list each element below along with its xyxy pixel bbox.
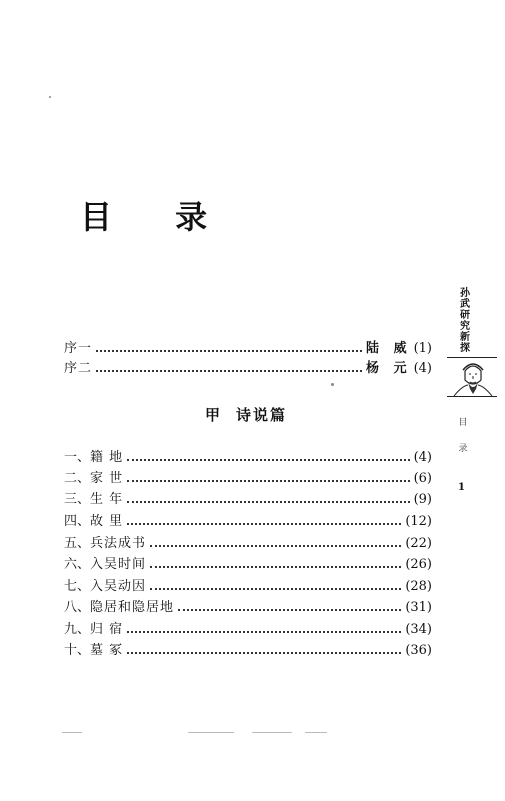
page-title: 目 录 [80, 198, 234, 236]
dot-leader [127, 523, 401, 525]
dot-leader [127, 631, 401, 633]
toc-entry-number: 十、 [64, 643, 91, 658]
toc-page-number: (4) [413, 361, 432, 376]
toc-entry-number: 九、 [64, 622, 91, 637]
toc-entry-row [64, 513, 432, 530]
running-head-label: 目录 [458, 418, 468, 454]
toc-entry-row [64, 556, 432, 573]
toc-label: 兵法成书 [90, 536, 147, 551]
dot-leader [178, 609, 401, 611]
toc-entry-row [64, 642, 432, 659]
toc-entry-row [64, 535, 432, 552]
toc-entry-row [64, 449, 432, 466]
toc-label: 籍 地 [90, 450, 124, 465]
margin-divider [447, 396, 497, 397]
toc-entry-row [64, 599, 432, 616]
dot-leader [150, 588, 401, 590]
book-title-vertical: 孙武研究新探 [460, 288, 470, 354]
scan-speck [331, 383, 334, 386]
toc-label: 序一 [64, 341, 93, 356]
toc-entry-row [64, 578, 432, 595]
section-heading [205, 404, 287, 425]
toc-entry-number: 一、 [64, 450, 91, 465]
toc-page-number: (4) [413, 450, 432, 465]
section-marker: 甲 [205, 406, 223, 424]
toc-page-number: (31) [405, 600, 432, 615]
toc-page-number: (36) [405, 643, 432, 658]
dot-leader [127, 459, 409, 461]
section-name: 诗说篇 [236, 406, 288, 424]
dot-leader [96, 350, 362, 352]
toc-preface-row [64, 340, 432, 357]
toc-entry-row [64, 491, 432, 508]
toc-entry-number: 二、 [64, 471, 91, 486]
toc-page-number: (12) [405, 514, 432, 529]
toc-page-number: (1) [413, 341, 432, 356]
toc-entry-number: 五、 [64, 536, 91, 551]
dot-leader [150, 545, 401, 547]
toc-label: 归 宿 [90, 622, 124, 637]
toc-entry-row [64, 470, 432, 487]
toc-author: 陆 威 [366, 341, 412, 356]
toc-entry-row [64, 621, 432, 638]
toc-entry-number: 六、 [64, 557, 91, 572]
scan-noise [188, 732, 234, 733]
toc-page-number: (22) [405, 536, 432, 551]
toc-label: 生 年 [90, 492, 124, 507]
toc-page-number: (6) [413, 471, 432, 486]
toc-label: 墓 冢 [90, 643, 124, 658]
dot-leader [150, 566, 401, 568]
toc-entry-number: 七、 [64, 579, 91, 594]
toc-label: 故 里 [90, 514, 124, 529]
dot-leader [127, 652, 401, 654]
toc-entry-number: 八、 [64, 600, 91, 615]
dot-leader [127, 501, 409, 503]
page-number: 1 [458, 482, 465, 493]
dot-leader [127, 480, 409, 482]
toc-label: 隐居和隐居地 [90, 600, 175, 615]
toc-page-number: (34) [405, 622, 432, 637]
toc-label: 入吴动因 [90, 579, 147, 594]
toc-label: 入吴时间 [90, 557, 147, 572]
toc-page-number: (28) [405, 579, 432, 594]
toc-entry-number: 三、 [64, 492, 91, 507]
scan-speck [49, 96, 51, 98]
portrait-illustration [448, 358, 498, 396]
scan-noise [62, 732, 82, 733]
dot-leader [96, 370, 362, 372]
toc-label: 家 世 [90, 471, 124, 486]
toc-author: 杨 元 [366, 361, 412, 376]
scan-noise [252, 732, 292, 733]
toc-entry-number: 四、 [64, 514, 91, 529]
toc-label: 序二 [64, 361, 93, 376]
toc-page-number: (9) [413, 492, 432, 507]
scan-noise [305, 732, 327, 733]
toc-preface-row [64, 360, 432, 377]
toc-page-number: (26) [405, 557, 432, 572]
